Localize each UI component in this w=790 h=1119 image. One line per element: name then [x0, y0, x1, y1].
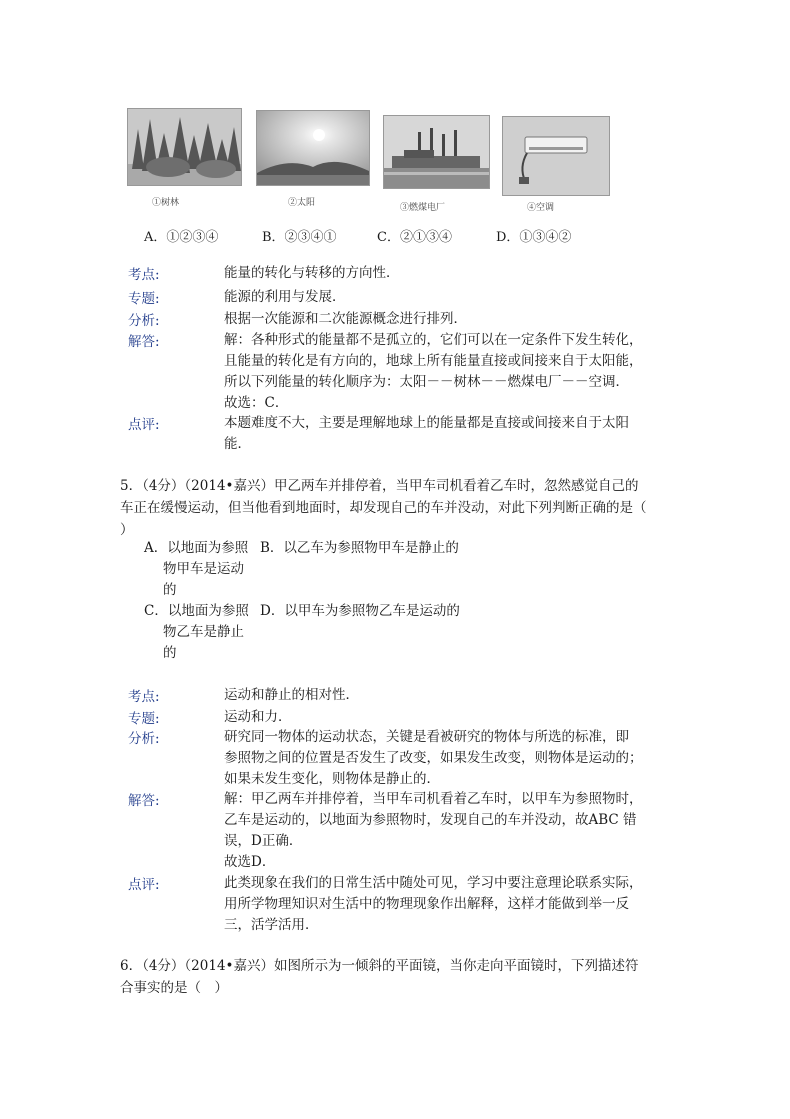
- photo-caption-forest: ①树林: [152, 198, 180, 208]
- q5-stem-line: 车正在缓慢运动，但当他看到地面时，却发现自己的车并没动，对此下列判断正确的是（: [120, 500, 647, 516]
- q4-jieda: [224, 330, 664, 414]
- q5-dianping: [224, 873, 664, 936]
- q4-jieda-label: 解答:: [128, 334, 160, 350]
- q4-jieda-line: 故选：C．: [224, 395, 289, 411]
- q5-option-a: A．以地面为参照 物甲车是运动 的: [144, 540, 249, 598]
- q5-fenxi-label: 分析:: [128, 731, 160, 747]
- q4-fenxi-label: 分析:: [128, 313, 160, 329]
- q5-fenxi: [224, 727, 664, 790]
- q5-stem-line: ）: [120, 522, 134, 538]
- q4-jieda-line: 所以下列能量的转化顺序为：太阳－－树林－－燃煤电厂－－空调．: [224, 374, 629, 390]
- q5-stem-line: 5．（4分）（2014•嘉兴）甲乙两车并排停着，当甲车司机看着乙车时，忽然感觉自己的: [120, 478, 639, 494]
- q4-fenxi: 根据一次能源和二次能源概念进行排列．: [224, 311, 467, 327]
- q5-jieda-label: 解答:: [128, 793, 160, 809]
- q5-kaodian-label: 考点:: [128, 689, 160, 705]
- q4-kaodian: 能量的转化与转移的方向性．: [224, 265, 400, 281]
- q4-option-a: A．①②③④: [144, 230, 219, 245]
- q6-stem: [120, 955, 680, 999]
- q6-stem-line: 合事实的是（ ）: [120, 980, 228, 996]
- q5-fenxi-line: 参照物之间的位置是否发生了改变，如果发生改变，则物体是运动的；: [224, 750, 643, 766]
- q4-option-c: C．②①③④: [377, 230, 452, 245]
- q5-jieda: [224, 789, 664, 873]
- q5-zhuanti-label: 专题:: [128, 711, 160, 727]
- q5-option-c: C．以地面为参照 物乙车是静止 的: [144, 603, 249, 661]
- q5-dianping-label: 点评:: [128, 877, 160, 893]
- q5-jieda-line: 故选D．: [224, 854, 276, 870]
- q5-option-d: D．以甲车为参照物乙车是运动的: [260, 603, 460, 619]
- q6-stem-line: 6．（4分）（2014•嘉兴）如图所示为一倾斜的平面镜，当你走向平面镜时，下列描述符: [120, 958, 639, 974]
- q5-option-b: B．以乙车为参照物甲车是静止的: [260, 540, 459, 556]
- q4-dianping-line: 能．: [224, 436, 251, 452]
- q4-jieda-line: 且能量的转化是有方向的，地球上所有能量直接或间接来自于太阳能，: [224, 353, 643, 369]
- q5-fenxi-line: 如果未发生变化，则物体是静止的．: [224, 771, 440, 787]
- q5-fenxi-line: 研究同一物体的运动状态，关键是看被研究的物体与所选的标准，即: [224, 729, 629, 745]
- q5-jieda-line: 解：甲乙两车并排停着，当甲车司机看着乙车时，以甲车为参照物时，: [224, 791, 643, 807]
- q5-jieda-line: 乙车是运动的，以地面为参照物时，发现自己的车并没动，故ABC 错: [224, 812, 637, 828]
- q4-option-d: D．①③④②: [496, 230, 572, 245]
- q4-dianping: [224, 413, 664, 455]
- q5-dianping-line: 三，活学活用．: [224, 917, 319, 933]
- q5-zhuanti: 运动和力．: [224, 709, 292, 725]
- q5-kaodian: 运动和静止的相对性．: [224, 687, 359, 703]
- photo-caption-air-conditioner: ④空调: [527, 203, 555, 213]
- q4-kaodian-label: 考点:: [128, 267, 160, 283]
- q5-jieda-line: 误，D正确．: [224, 833, 303, 849]
- photo-forest: [127, 108, 242, 186]
- q4-option-b: B．②③④①: [262, 230, 337, 245]
- q4-dianping-label: 点评:: [128, 417, 160, 433]
- photo-sun: [256, 110, 370, 186]
- photo-power-plant: [383, 115, 490, 189]
- q4-zhuanti-label: 专题:: [128, 291, 160, 307]
- photo-caption-sun: ②太阳: [288, 198, 316, 208]
- q5-dianping-line: 此类现象在我们的日常生活中随处可见，学习中要注意理论联系实际，: [224, 875, 643, 891]
- q5-stem: [120, 475, 680, 541]
- q5-dianping-line: 用所学物理知识对生活中的物理现象作出解释，这样才能做到举一反: [224, 896, 629, 912]
- q4-jieda-line: 解：各种形式的能量都不是孤立的，它们可以在一定条件下发生转化，: [224, 332, 643, 348]
- q4-zhuanti: 能源的利用与发展．: [224, 289, 346, 305]
- photo-air-conditioner: [502, 116, 610, 196]
- photo-caption-power-plant: ③燃煤电厂: [400, 203, 446, 213]
- q4-dianping-line: 本题难度不大，主要是理解地球上的能量都是直接或间接来自于太阳: [224, 415, 629, 431]
